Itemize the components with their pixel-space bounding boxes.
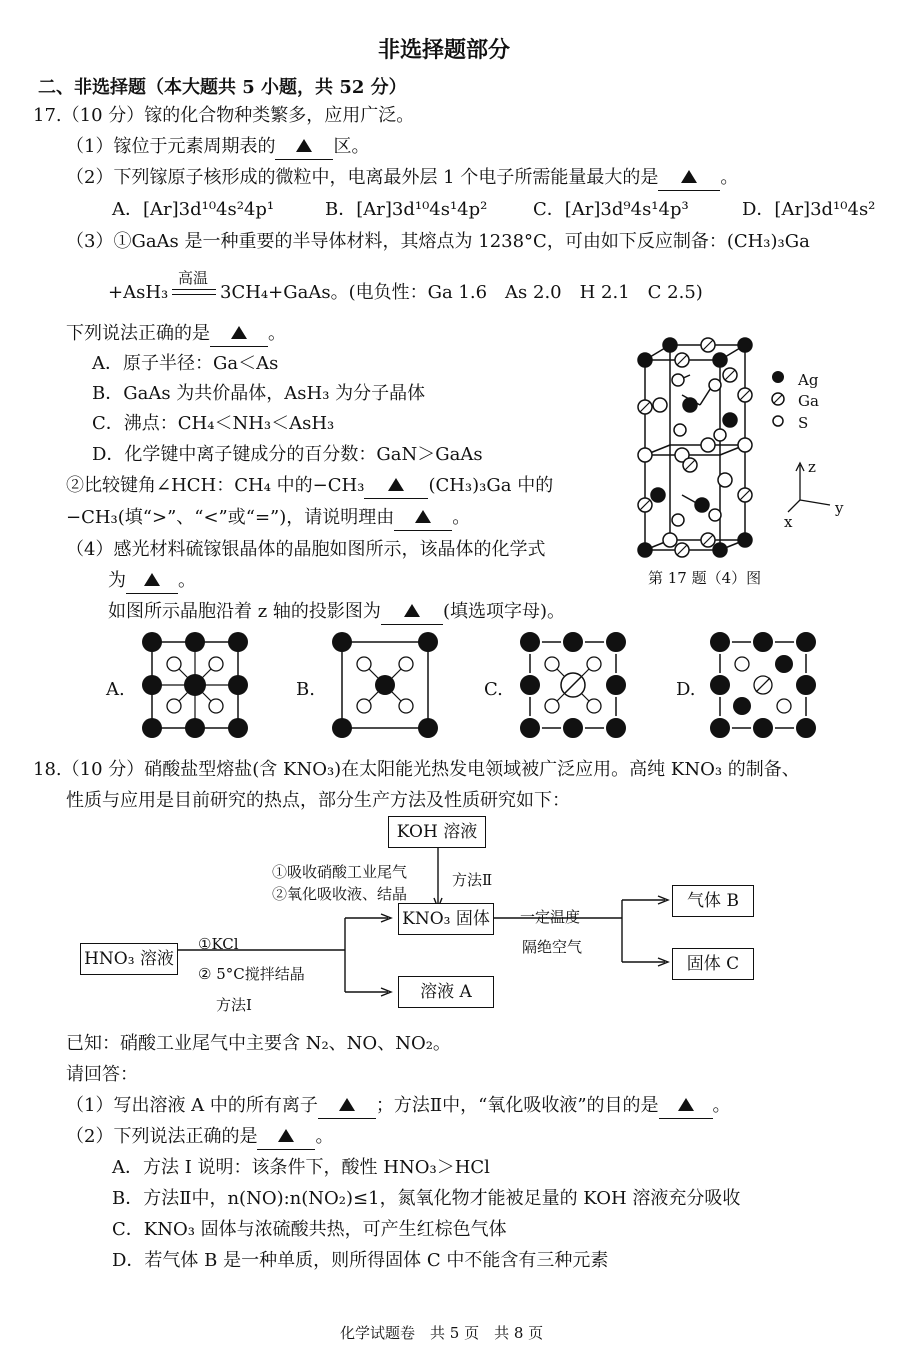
q18-option-b: B．方法Ⅱ中，n(NO):n(NO₂)≤1，氮氧化物才能被足量的 KOH 溶液充分吸收	[112, 1188, 741, 1209]
triangle-icon	[388, 478, 404, 491]
answer-blank	[659, 1094, 713, 1119]
method1-label: 方法Ⅰ	[216, 996, 252, 1014]
answer-blank	[381, 600, 443, 625]
method1-step2: ② 5°C搅拌结晶	[198, 965, 305, 983]
q17-p3-option-c: C．沸点：CH₄＜NH₃＜AsH₃	[92, 413, 335, 434]
q17-p2	[66, 166, 738, 191]
q17-p4a: （4）感光材料硫镓银晶体的晶胞如图所示，该晶体的化学式	[66, 539, 546, 560]
q17-p2-end: 。	[720, 167, 739, 188]
ag-legend-marker	[772, 371, 784, 383]
triangle-icon	[678, 1098, 694, 1111]
q17-p3-2c: −CH₃(填“>”、“<”或“=”)，请说明理由	[66, 507, 395, 528]
q17-intro: 17.（10 分）镓的化合物种类繁多，应用广泛。	[33, 105, 415, 126]
q18-intro-2: 性质与应用是目前研究的热点，部分生产方法及性质研究如下：	[66, 790, 570, 811]
q17-p1	[66, 135, 369, 160]
q17-p3-question	[66, 322, 286, 347]
gas-b-box: 气体 B	[672, 885, 754, 917]
q17-p3-2	[66, 474, 553, 499]
solid-c-box: 固体 C	[672, 948, 754, 980]
s-legend-marker	[773, 416, 783, 426]
q17-p2-text: （2）下列镓原子核形成的微粒中，电离最外层 1 个电子所需能量最大的是	[66, 167, 659, 188]
axis-y: y	[835, 499, 844, 517]
triangle-icon	[681, 170, 697, 183]
proj-label-a: A.	[106, 679, 125, 700]
kno3-box: KNO₃ 固体	[398, 903, 494, 935]
proj-label-c: C.	[484, 679, 503, 700]
triangle-icon	[144, 573, 160, 586]
q17-p4b-end: 。	[178, 570, 196, 591]
q17-p4c-end: (填选项字母)。	[442, 601, 565, 622]
answer-blank	[126, 569, 178, 594]
page-title: 非选择题部分	[378, 37, 511, 63]
q18-known: 已知：硝酸工业尾气中主要含 N₂、NO、NO₂。	[66, 1033, 451, 1054]
q17-p2-option-d: D．[Ar]3d¹⁰4s²	[742, 199, 876, 220]
q17-p3a: （3）①GaAs 是一种重要的半导体材料，其熔点为 1238°C，可由如下反应制备：(CH₃)₃Ga	[66, 231, 810, 252]
q17-p2-option-a: A．[Ar]3d¹⁰4s²4p¹	[112, 199, 275, 220]
answer-blank	[257, 1125, 315, 1150]
q17-p3c: 3CH₄+GaAs。(电负性：Ga 1.6 As 2.0 H 2.1 C 2.5)	[220, 282, 703, 303]
method2-step1: ①吸收硝酸工业尾气	[272, 863, 408, 881]
q17-p3-2d: 。	[452, 507, 471, 528]
legend-ag: Ag	[798, 371, 819, 389]
answer-blank	[275, 135, 333, 160]
projection-c	[518, 630, 628, 740]
proj-label-d: D.	[676, 679, 696, 700]
projection-d	[708, 630, 818, 740]
q17-p3-q-text: 下列说法正确的是	[66, 323, 210, 344]
answer-blank	[210, 322, 268, 347]
q17-p4b-text: 为	[108, 570, 126, 591]
q18-option-a: A．方法 I 说明：该条件下，酸性 HNO₃＞HCl	[112, 1157, 490, 1178]
q17-p3-2b: (CH₃)₃Ga 中的	[428, 475, 554, 496]
method2-label: 方法Ⅱ	[452, 871, 493, 889]
q17-p2-option-c: C．[Ar]3d⁹4s¹4p³	[533, 199, 689, 220]
answer-blank	[364, 474, 428, 499]
q17-p3-option-a: A．原子半径：Ga＜As	[92, 353, 279, 374]
q17-p1-end: 区。	[333, 136, 370, 157]
figure-caption: 第 17 题（4）图	[648, 569, 762, 587]
q18-option-d: D．若气体 B 是一种单质，则所得固体 C 中不能含有三种元素	[112, 1250, 609, 1271]
q18-p2	[66, 1125, 333, 1150]
equals-line-top	[172, 289, 216, 292]
condition-temperature: 一定温度	[520, 908, 581, 926]
answer-blank	[318, 1094, 376, 1119]
reaction-condition: 高温	[178, 269, 209, 287]
legend-ga: Ga	[798, 392, 819, 410]
q17-p4c	[108, 600, 565, 625]
triangle-icon	[404, 604, 420, 617]
q17-p3-q-end: 。	[268, 323, 286, 344]
triangle-icon	[339, 1098, 355, 1111]
triangle-icon	[231, 326, 247, 339]
q18-p1c: 。	[712, 1095, 731, 1116]
equals-line-bottom	[172, 294, 216, 297]
method2-step2: ②氧化吸收液、结晶	[272, 885, 408, 903]
koh-box: KOH 溶液	[388, 816, 486, 848]
q18-p2-end: 。	[315, 1126, 334, 1147]
proj-label-b: B.	[296, 679, 315, 700]
q18-answer: 请回答：	[66, 1064, 138, 1085]
triangle-icon	[296, 139, 312, 152]
solution-a-box: 溶液 A	[398, 976, 494, 1008]
q18-p1a: （1）写出溶液 A 中的所有离子	[66, 1095, 318, 1116]
q18-p1	[66, 1094, 731, 1119]
page-footer: 化学试题卷 共 5 页 共 8 页	[340, 1324, 544, 1342]
q17-p3b: +AsH₃	[108, 282, 169, 303]
q18-p1b: ；方法Ⅱ中，“氧化吸收液”的目的是	[375, 1095, 659, 1116]
q17-p3-2a: ②比较键角∠HCH：CH₄ 中的−CH₃	[66, 475, 365, 496]
q17-p1-text: （1）镓位于元素周期表的	[66, 136, 276, 157]
legend-s: S	[798, 414, 809, 432]
projection-b	[330, 630, 440, 740]
q18-p2-text: （2）下列说法正确的是	[66, 1126, 258, 1147]
q18-option-c: C．KNO₃ 固体与浓硫酸共热，可产生红棕色气体	[112, 1219, 507, 1240]
q17-p3-2-cont	[66, 506, 470, 531]
hno3-box: HNO₃ 溶液	[80, 943, 178, 975]
crystal-cell-figure	[630, 335, 870, 565]
method1-step1: ①KCl	[198, 935, 239, 953]
answer-blank	[394, 506, 452, 531]
axis-x: x	[784, 513, 793, 531]
q17-p4b	[108, 569, 196, 594]
triangle-icon	[278, 1129, 294, 1142]
q17-p3-option-d: D．化学键中离子键成分的百分数：GaN＞GaAs	[92, 444, 483, 465]
q18-intro-1: 18.（10 分）硝酸盐型熔盐(含 KNO₃)在太阳能光热发电领域被广泛应用。高纯 KNO₃ 的制备、	[33, 759, 800, 780]
condition-air: 隔绝空气	[522, 938, 583, 956]
projection-a	[140, 630, 250, 740]
section-heading: 二、非选择题（本大题共 5 小题，共 52 分）	[38, 77, 407, 98]
q17-p2-option-b: B．[Ar]3d¹⁰4s¹4p²	[325, 199, 488, 220]
triangle-icon	[415, 510, 431, 523]
q17-p3-option-b: B．GaAs 为共价晶体，AsH₃ 为分子晶体	[92, 383, 426, 404]
axis-z: z	[808, 458, 816, 476]
answer-blank	[658, 166, 720, 191]
q17-p4c-text: 如图所示晶胞沿着 z 轴的投影图为	[108, 601, 381, 622]
